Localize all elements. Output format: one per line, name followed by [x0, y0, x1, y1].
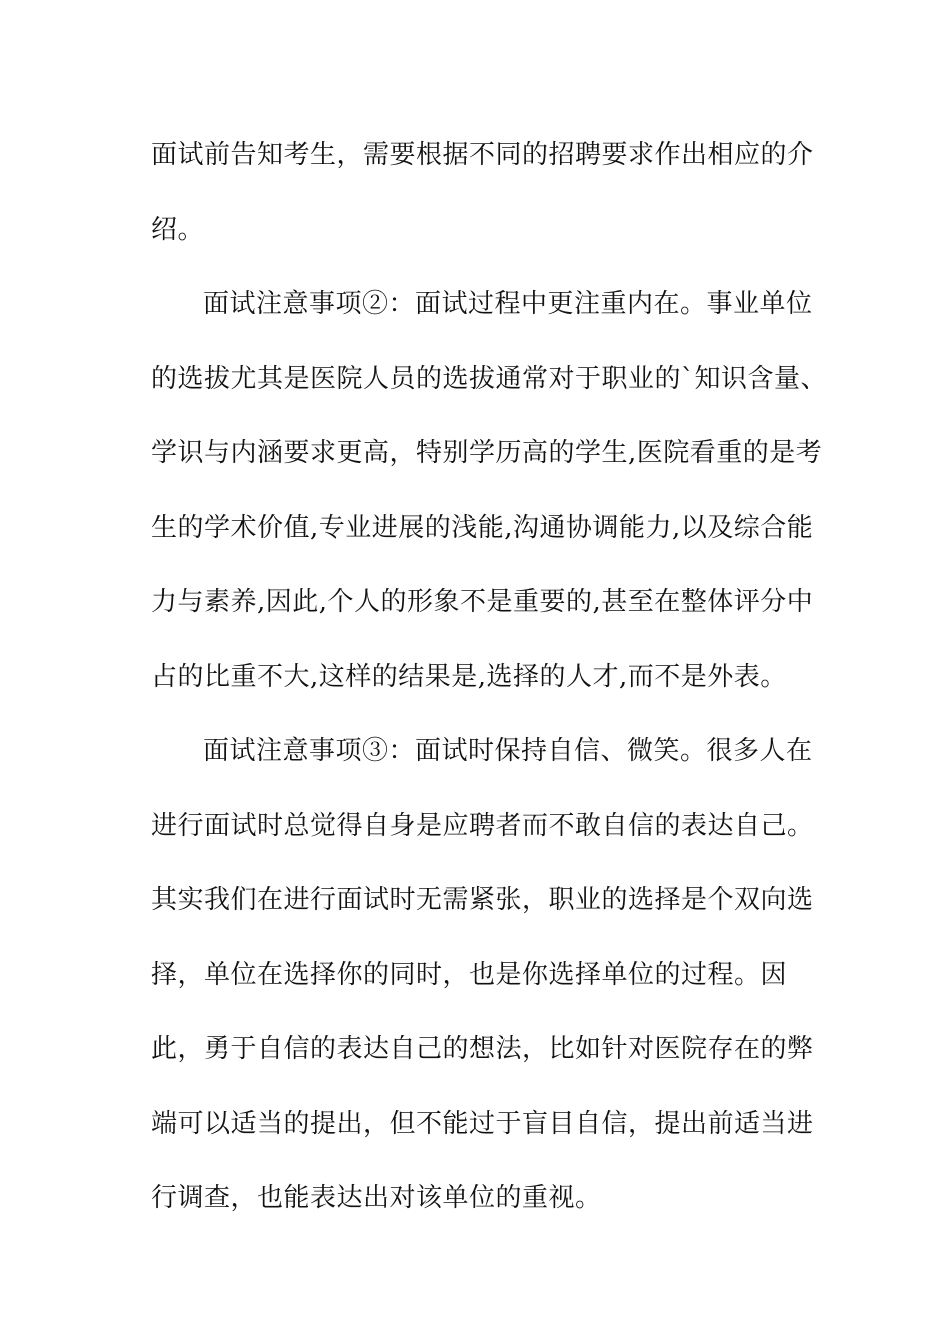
- paragraph-start-line: 面试注意事项②：面试过程中更注重内在。事业单位: [203, 289, 813, 319]
- text-line: 的选拔尤其是医院人员的选拔通常对于职业的`知识含量、: [151, 363, 828, 394]
- text-line: 行调查，也能表达出对该单位的重视。: [151, 1183, 602, 1213]
- text-line: 占的比重不大,这样的结果是,选择的人才,而不是外表。: [151, 661, 787, 692]
- text-line: 此，勇于自信的表达自己的想法，比如针对医院存在的弊: [151, 1034, 814, 1064]
- text-line: 择，单位在选择你的同时，也是你选择单位的过程。因: [151, 959, 788, 990]
- text-line: 绍。: [151, 214, 205, 245]
- text-line: 端可以适当的提出，但不能过于盲目自信，提出前适当进: [151, 1108, 814, 1139]
- paragraph-start-line: 面试注意事项③：面试时保持自信、微笑。很多人在: [203, 736, 813, 766]
- text-line: 学识与内涵要求更高，特别学历高的学生,医院看重的是考: [151, 438, 823, 468]
- text-line: 其实我们在进行面试时无需紧张，职业的选择是个双向选: [151, 885, 814, 915]
- document-body: [151, 118, 828, 1236]
- text-line: 面试前告知考生，需要根据不同的招聘要求作出相应的介: [151, 140, 814, 170]
- text-line: 力与素养,因此,个人的形象不是重要的,甚至在整体评分中: [151, 587, 814, 617]
- text-line: 生的学术价值,专业进展的浅能,沟通协调能力,以及综合能: [151, 512, 814, 543]
- text-line: 进行面试时总觉得自身是应聘者而不敢自信的表达自己。: [151, 810, 814, 841]
